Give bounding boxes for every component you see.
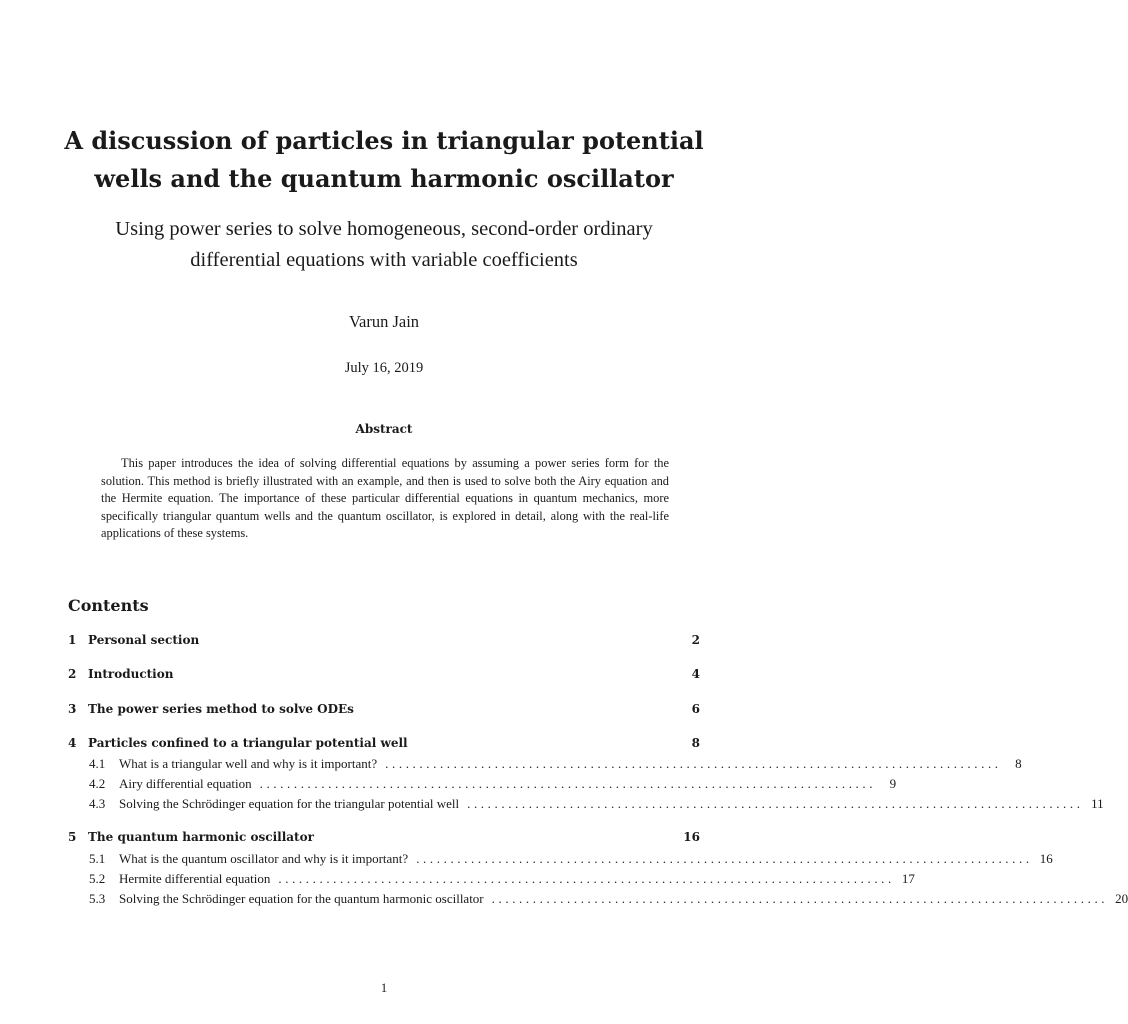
paper-subtitle: Using power series to solve homogeneous, second-order ordinary differential equations with variable coefficients bbox=[115, 218, 653, 271]
toc-subsection-4-1[interactable] bbox=[68, 756, 1022, 774]
toc-page-number: 6 bbox=[691, 702, 700, 716]
page-number: 1 bbox=[380, 981, 388, 995]
toc-subsection-number: 5.3 bbox=[89, 891, 106, 906]
toc-section-number: 4 bbox=[68, 736, 77, 750]
toc-dot-leader: .......................................................................................... bbox=[385, 756, 1002, 771]
toc-subsection-title: What is a triangular well and why is it important? bbox=[119, 756, 378, 771]
toc-page-number: 9 bbox=[889, 776, 897, 791]
author-name: Varun Jain bbox=[348, 312, 420, 331]
toc-section-title: The quantum harmonic oscillator bbox=[88, 830, 314, 844]
toc-section-number: 5 bbox=[68, 830, 77, 844]
toc-page-number: 16 bbox=[1039, 851, 1053, 866]
toc-subsection-4-2[interactable] bbox=[68, 776, 897, 794]
toc-subsection-5-2[interactable] bbox=[68, 871, 915, 889]
toc-section-title: Personal section bbox=[88, 633, 200, 647]
toc-section-number: 2 bbox=[68, 667, 77, 681]
toc-subsection-number: 4.2 bbox=[89, 776, 106, 791]
toc-page-number: 8 bbox=[691, 736, 700, 750]
publication-date: July 16, 2019 bbox=[344, 360, 424, 376]
toc-page-number: 2 bbox=[691, 633, 700, 647]
toc-dot-leader: .......................................................................................... bbox=[467, 796, 1084, 811]
toc-section-2[interactable] bbox=[68, 667, 700, 685]
toc-dot-leader: .......................................................................................... bbox=[259, 776, 877, 791]
toc-page-number: 20 bbox=[1115, 891, 1128, 906]
toc-subsection-title: Airy differential equation bbox=[119, 776, 252, 791]
paper-title: A discussion of particles in triangular potential wells and the quantum harmonic oscillator bbox=[64, 126, 704, 193]
toc-section-3[interactable] bbox=[68, 702, 700, 720]
toc-subsection-number: 5.1 bbox=[89, 851, 106, 866]
toc-page-number: 4 bbox=[691, 667, 700, 681]
toc-subsection-5-1[interactable] bbox=[68, 851, 1053, 869]
toc-subsection-5-3[interactable] bbox=[68, 891, 1128, 909]
toc-subsection-title: Solving the Schrödinger equation for the quantum harmonic oscillator bbox=[119, 891, 484, 906]
contents-heading: Contents bbox=[68, 596, 149, 615]
toc-dot-leader: .......................................................................................... bbox=[491, 891, 1109, 906]
toc-page-number: 16 bbox=[683, 830, 700, 844]
toc-section-title: Introduction bbox=[88, 667, 174, 681]
abstract-body: This paper introduces the idea of solving differential equations by assuming a power series form for the solution. This method is briefly illustrated with an example, and then is used to solve both the Airy equation and the Hermite equation. The importance of these particular differential equations in quantum mechanics, more specifically triangular quantum wells and the quantum oscillator, is explored in detail, along with the real-life applications of these systems. bbox=[101, 456, 669, 541]
abstract-heading: Abstract bbox=[355, 422, 413, 436]
toc-subsection-number: 5.2 bbox=[89, 871, 106, 886]
toc-subsection-title: Hermite differential equation bbox=[119, 871, 271, 886]
toc-dot-leader: .......................................................................................... bbox=[278, 871, 895, 886]
toc-section-5[interactable] bbox=[68, 830, 700, 848]
toc-subsection-title: Solving the Schrödinger equation for the triangular potential well bbox=[119, 796, 460, 811]
toc-page-number: 17 bbox=[901, 871, 915, 886]
toc-section-number: 3 bbox=[68, 702, 77, 716]
toc-page-number: 8 bbox=[1015, 756, 1022, 771]
toc-subsection-title: What is the quantum oscillator and why is it important? bbox=[119, 851, 409, 866]
toc-section-1[interactable] bbox=[68, 633, 700, 651]
toc-dot-leader: .......................................................................................... bbox=[416, 851, 1033, 866]
toc-section-title: The power series method to solve ODEs bbox=[88, 702, 354, 716]
toc-page-number: 11 bbox=[1091, 796, 1104, 811]
toc-subsection-number: 4.3 bbox=[89, 796, 106, 811]
toc-subsection-number: 4.1 bbox=[89, 756, 106, 771]
toc-section-title: Particles confined to a triangular potential well bbox=[88, 736, 408, 750]
toc-subsection-4-3[interactable] bbox=[68, 796, 1104, 814]
toc-section-4[interactable] bbox=[68, 736, 700, 754]
toc-section-number: 1 bbox=[68, 633, 77, 647]
